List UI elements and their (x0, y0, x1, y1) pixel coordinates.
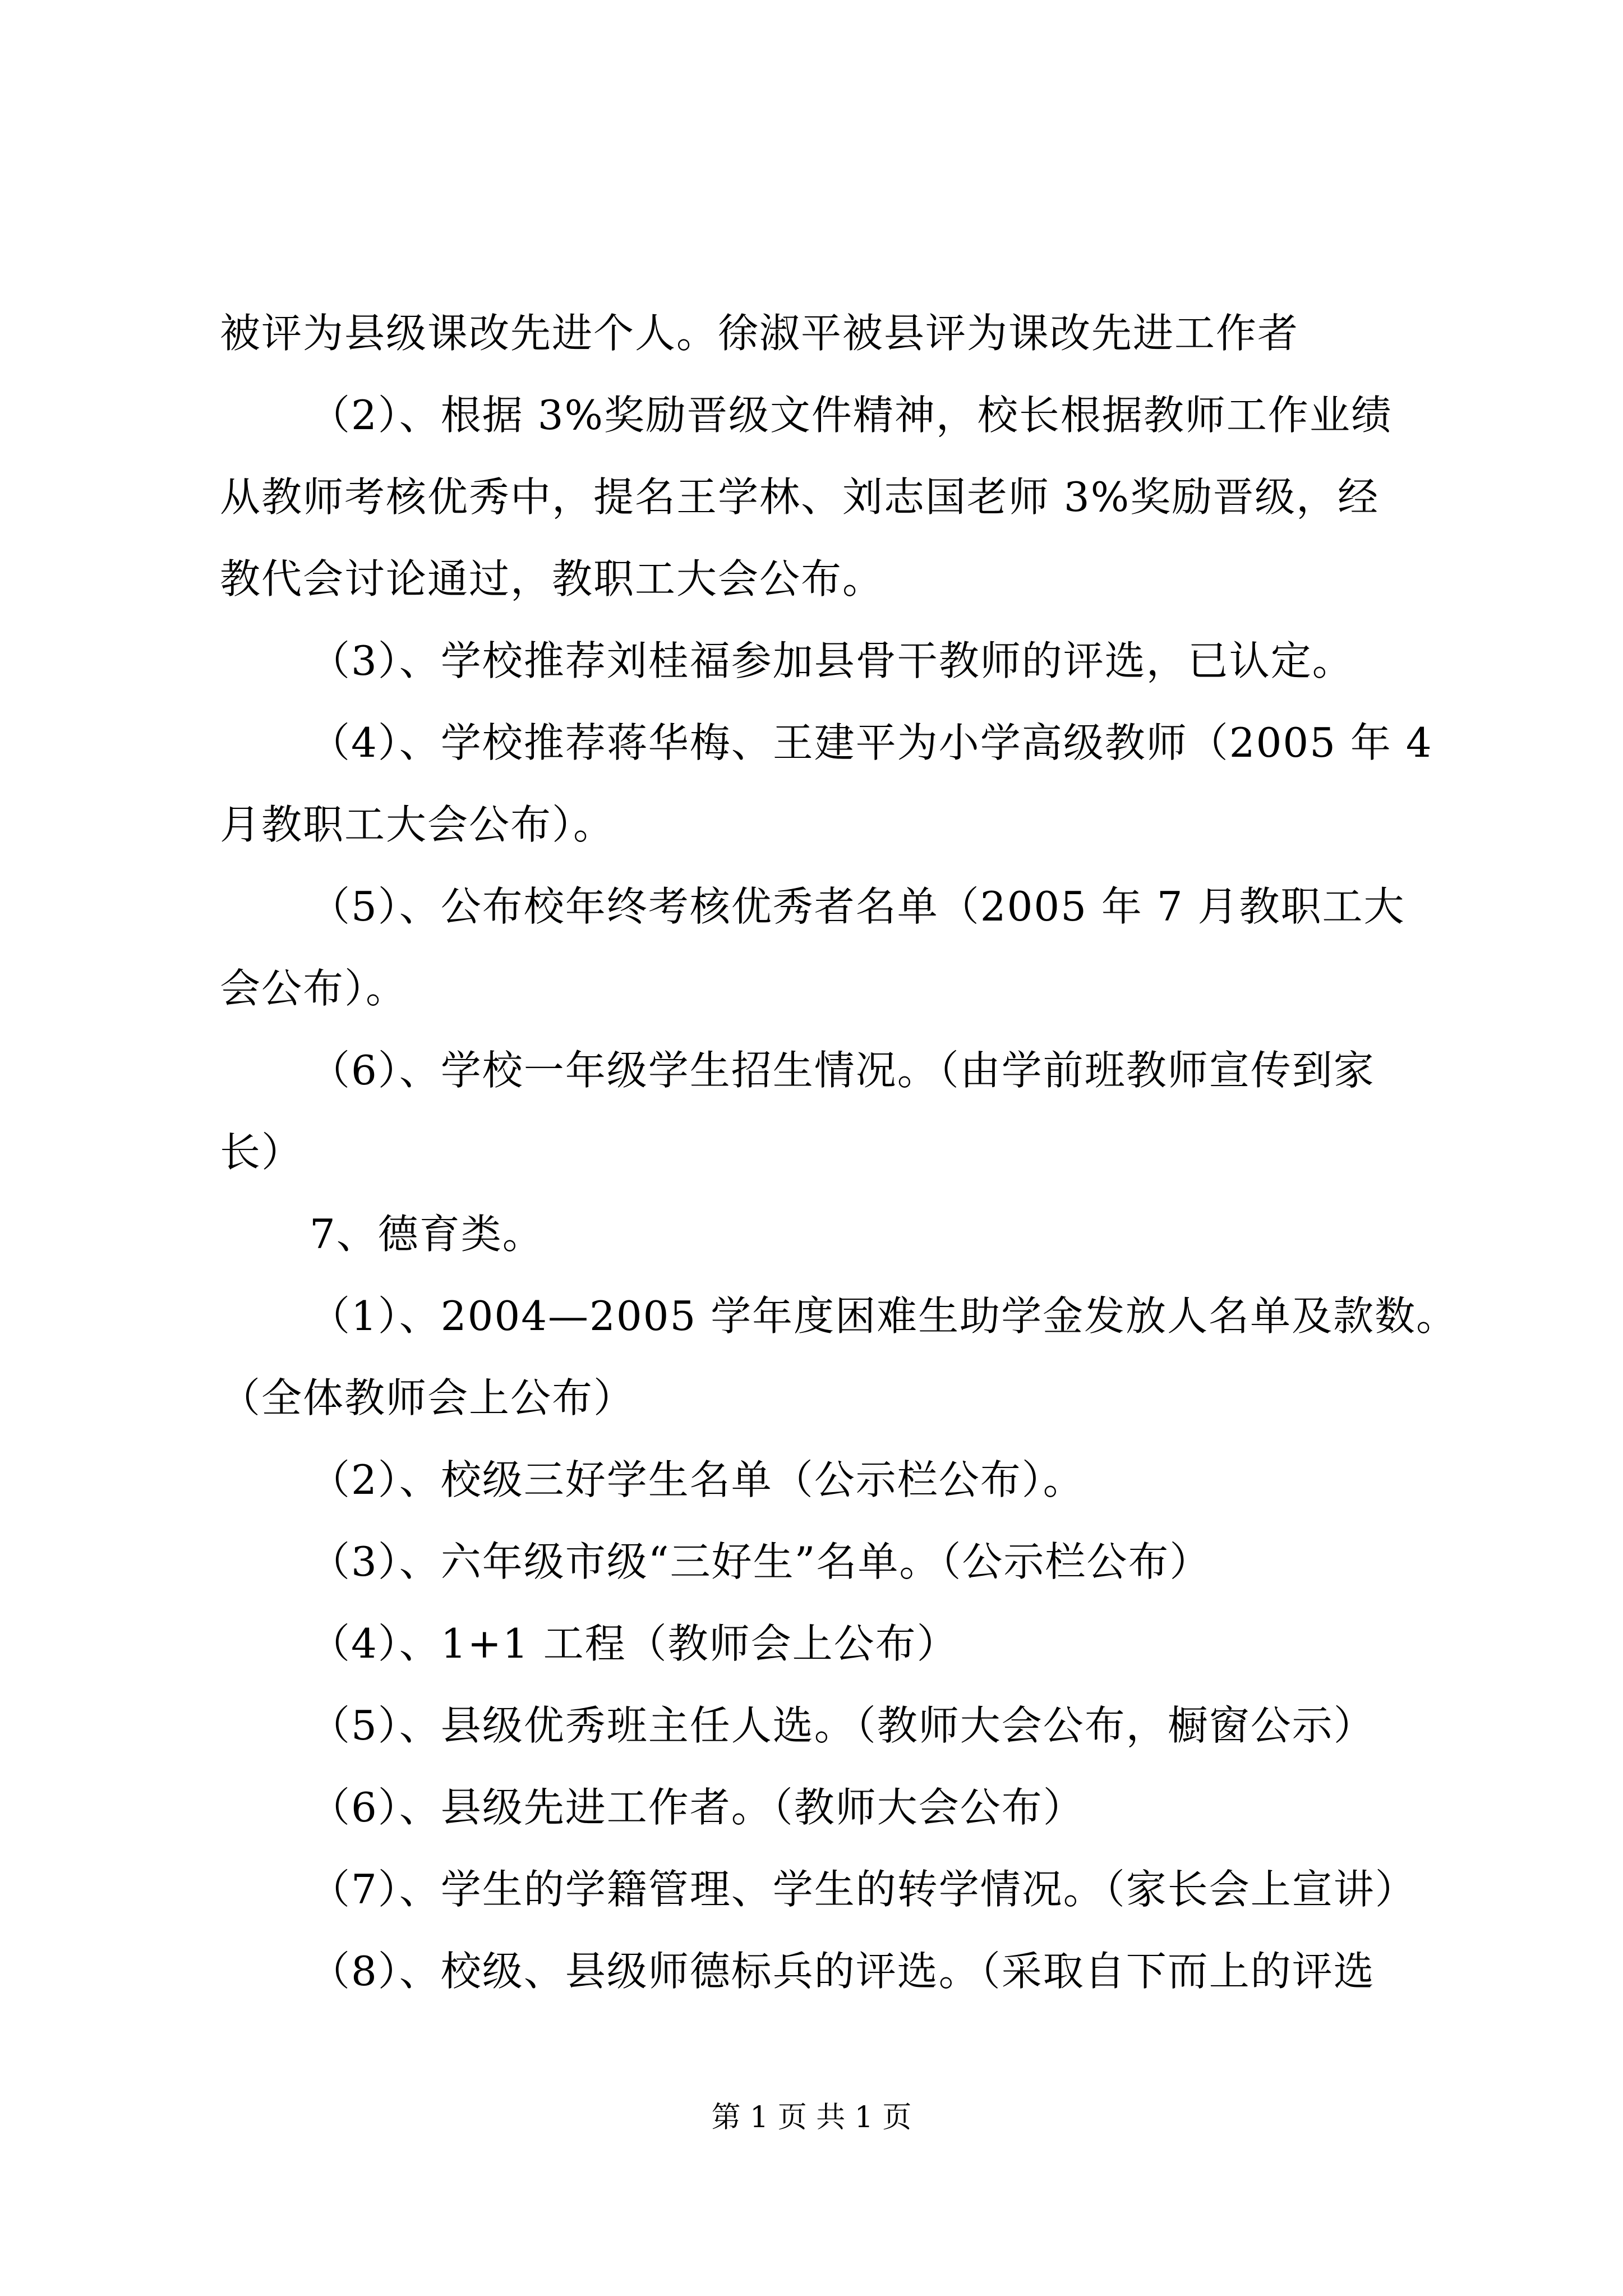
text-line: （6）、学校一年级学生招生情况。（由学前班教师宣传到家 (310, 1047, 1375, 1094)
text-line: （全体教师会上公布） (220, 1374, 635, 1421)
text-line: （6）、县级先进工作者。（教师大会公布） (310, 1784, 1085, 1831)
text-line: （8）、校级、县级师德标兵的评选。（采取自下而上的评选 (310, 1948, 1375, 1995)
text-line: （4）、1+1 工程（教师会上公布） (310, 1620, 958, 1667)
page-footer: 第 1 页 共 1 页 (711, 2101, 912, 2134)
text-line: 从教师考核优秀中，提名王学林、刘志国老师 3%奖励晋级，经 (220, 473, 1380, 521)
text-line: （3）、学校推荐刘桂福参加县骨干教师的评选，已认定。 (310, 637, 1354, 684)
text-line: 教代会讨论通过，教职工大会公布。 (220, 555, 884, 602)
text-line: （2）、校级三好学生名单（公示栏公布）。 (310, 1456, 1085, 1503)
text-line: （7）、学生的学籍管理、学生的转学情况。（家长会上宣讲） (310, 1866, 1417, 1913)
text-line: （3）、六年级市级“三好生”名单。（公示栏公布） (310, 1538, 1211, 1585)
text-line: （4）、学校推荐蒋华梅、王建平为小学高级教师（2005 年 4 (310, 719, 1433, 766)
text-line: （2）、根据 3%奖励晋级文件精神，校长根据教师工作业绩 (310, 392, 1393, 439)
text-line: （5）、县级优秀班主任人选。（教师大会公布，橱窗公示） (310, 1702, 1375, 1749)
text-line: 会公布）。 (220, 965, 408, 1012)
text-line: 被评为县级课改先进个人。徐淑平被县评为课改先进工作者 (220, 310, 1299, 357)
text-line: 长） (220, 1129, 303, 1176)
text-line: （1）、2004—2005 学年度困难生助学金发放人名单及款数。 (310, 1292, 1458, 1340)
text-line: 月教职工大会公布）。 (220, 801, 615, 848)
section-heading: 7、德育类。 (310, 1211, 544, 1258)
text-line: （5）、公布校年终考核优秀者名单（2005 年 7 月教职工大 (310, 883, 1405, 930)
